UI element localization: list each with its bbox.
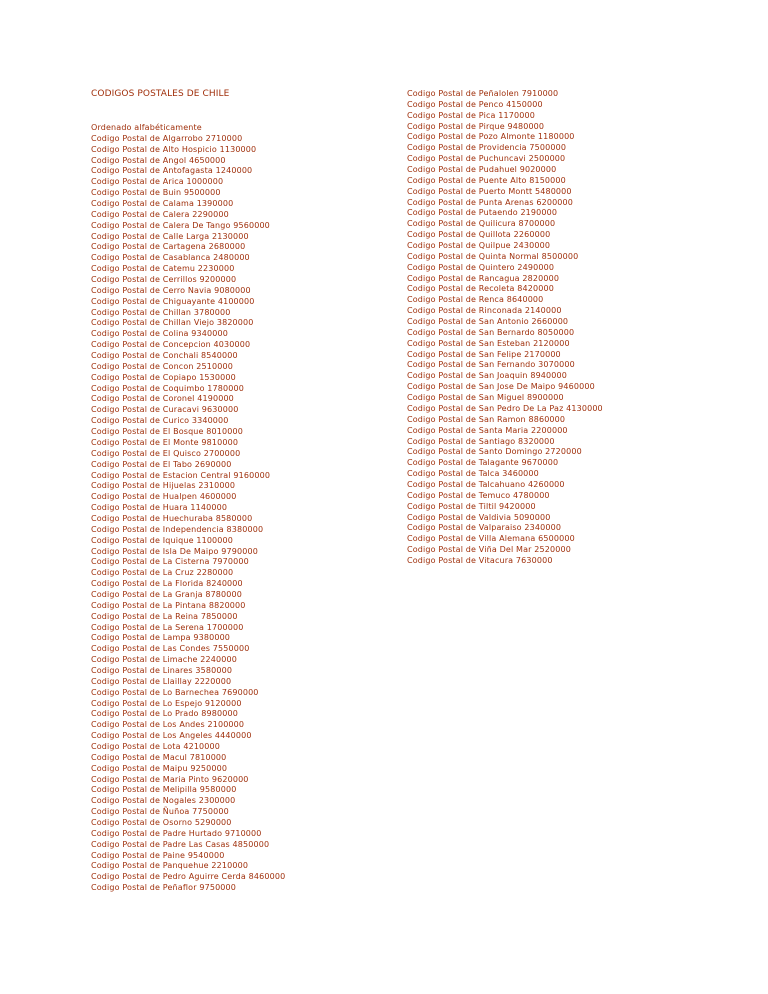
list-item: Codigo Postal de Calama 1390000 <box>91 199 234 209</box>
list-item: Codigo Postal de Villa Alemana 6500000 <box>407 534 575 544</box>
list-item: Codigo Postal de Linares 3580000 <box>91 665 233 675</box>
list-item: Codigo Postal de Osorno 5290000 <box>91 818 232 827</box>
list-item: Codigo Postal de Pudahuel 9020000 <box>407 165 557 175</box>
list-item: Codigo Postal de Maipu 9250000 <box>91 763 228 773</box>
list-item: Codigo Postal de Quillota 2260000 <box>407 230 551 240</box>
list-item: Codigo Postal de Las Condes 7550000 <box>91 644 250 654</box>
list-item: Codigo Postal de Talca 3460000 <box>407 469 539 479</box>
list-item: Codigo Postal de Valparaiso 2340000 <box>407 523 562 533</box>
list-item: Codigo Postal de San Jose De Maipo 9460000 <box>407 382 595 392</box>
list-item: Codigo Postal de Talcahuano 4260000 <box>407 479 565 489</box>
list-item: Codigo Postal de Viña Del Mar 2520000 <box>407 545 571 555</box>
list-item: Codigo Postal de Temuco 4780000 <box>407 490 550 500</box>
list-item: Codigo Postal de Catemu 2230000 <box>91 264 235 274</box>
postal-code-list-right <box>407 89 603 567</box>
list-item: Codigo Postal de Renca 8640000 <box>407 295 544 305</box>
list-item: Codigo Postal de Huechuraba 8580000 <box>91 513 253 523</box>
list-item: Codigo Postal de Tiltil 9420000 <box>407 501 536 511</box>
list-item: Codigo Postal de Algarrobo 2710000 <box>91 133 243 143</box>
list-item: Codigo Postal de Chillan Viejo 3820000 <box>91 318 254 328</box>
list-item: Codigo Postal de Vitacura 7630000 <box>407 555 553 565</box>
list-item: Codigo Postal de Llaillay 2220000 <box>91 676 232 686</box>
list-item: Codigo Postal de Copiapo 1530000 <box>91 372 236 382</box>
list-item: Codigo Postal de Melipilla 9580000 <box>91 785 237 795</box>
list-item: Codigo Postal de Cerro Navia 9080000 <box>91 285 251 295</box>
list-item: Codigo Postal de La Florida 8240000 <box>91 579 243 589</box>
list-item: Codigo Postal de Chiguayante 4100000 <box>91 296 255 306</box>
list-item: Codigo Postal de Curico 3340000 <box>91 416 229 426</box>
list-item: Codigo Postal de Conchali 8540000 <box>91 351 238 361</box>
list-item: Codigo Postal de Recoleta 8420000 <box>407 284 554 294</box>
list-item: Codigo Postal de Los Andes 2100000 <box>91 720 245 730</box>
list-item: Codigo Postal de Santa Maria 2200000 <box>407 425 568 435</box>
list-item: Codigo Postal de Ñuñoa 7750000 <box>91 807 229 817</box>
list-item: Codigo Postal de Santo Domingo 2720000 <box>407 447 582 457</box>
list-item: Codigo Postal de Peñaflor 9750000 <box>91 883 237 893</box>
list-item: Codigo Postal de Coquimbo 1780000 <box>91 383 244 393</box>
list-item: Codigo Postal de Lota 4210000 <box>91 741 221 751</box>
list-item: Codigo Postal de Alto Hospicio 1130000 <box>91 144 257 154</box>
list-item: Codigo Postal de Los Angeles 4440000 <box>91 731 252 741</box>
list-item: Codigo Postal de San Pedro De La Paz 4130000 <box>407 403 603 413</box>
list-item: Codigo Postal de San Joaquin 8940000 <box>407 371 568 381</box>
list-item: Codigo Postal de Nogales 2300000 <box>91 796 236 806</box>
list-item: Codigo Postal de Antofagasta 1240000 <box>91 166 253 176</box>
list-item: Codigo Postal de Maria Pinto 9620000 <box>91 774 249 784</box>
list-item: Codigo Postal de La Cruz 2280000 <box>91 568 234 578</box>
list-item: Codigo Postal de Isla De Maipo 9790000 <box>91 546 258 556</box>
list-item: Codigo Postal de Iquique 1100000 <box>91 535 234 545</box>
list-item: Codigo Postal de Chillan 3780000 <box>91 307 231 317</box>
list-item: Codigo Postal de Quintero 2490000 <box>407 262 555 272</box>
list-item: Codigo Postal de El Tabo 2690000 <box>91 459 232 469</box>
list-item: Codigo Postal de La Reina 7850000 <box>91 611 238 621</box>
list-item: Codigo Postal de Concon 2510000 <box>91 361 233 371</box>
list-item: Codigo Postal de Peñalolen 7910000 <box>407 89 559 98</box>
list-item: Codigo Postal de Padre Las Casas 4850000 <box>91 839 270 849</box>
list-item: Codigo Postal de Hijuelas 2310000 <box>91 481 236 491</box>
list-item: Codigo Postal de San Esteban 2120000 <box>407 338 570 348</box>
list-item: Codigo Postal de La Granja 8780000 <box>91 589 243 599</box>
list-item: Codigo Postal de Quilicura 8700000 <box>407 219 556 229</box>
list-item: Codigo Postal de El Monte 9810000 <box>91 437 239 447</box>
list-item: Codigo Postal de Pica 1170000 <box>407 110 535 120</box>
list-item: Codigo Postal de La Pintana 8820000 <box>91 600 246 610</box>
list-item: Codigo Postal de Putaendo 2190000 <box>407 208 558 218</box>
list-item: Codigo Postal de Pozo Almonte 1180000 <box>407 132 575 142</box>
page-title: CODIGOS POSTALES DE CHILE <box>91 89 230 99</box>
list-item: Codigo Postal de Cerrillos 9200000 <box>91 275 237 285</box>
list-subtitle: Ordenado alfabéticamente <box>91 123 202 132</box>
list-item: Codigo Postal de Colina 9340000 <box>91 329 228 339</box>
list-item: Codigo Postal de Santiago 8320000 <box>407 436 555 446</box>
list-item: Codigo Postal de Quilpue 2430000 <box>407 241 551 251</box>
list-item: Codigo Postal de Casablanca 2480000 <box>91 253 250 263</box>
list-item: Codigo Postal de Punta Arenas 6200000 <box>407 197 574 207</box>
list-item: Codigo Postal de Pedro Aguirre Cerda 8460000 <box>91 872 286 882</box>
list-item: Codigo Postal de La Cisterna 7970000 <box>91 557 249 567</box>
list-item: Codigo Postal de San Antonio 2660000 <box>407 317 569 327</box>
list-item: Codigo Postal de Quinta Normal 8500000 <box>407 251 579 261</box>
list-item: Codigo Postal de San Ramon 8860000 <box>407 414 566 424</box>
list-item: Codigo Postal de Arica 1000000 <box>91 177 224 187</box>
list-item: Codigo Postal de Huara 1140000 <box>91 503 228 513</box>
list-item: Codigo Postal de Hualpen 4600000 <box>91 492 237 502</box>
list-item: Codigo Postal de Limache 2240000 <box>91 655 237 665</box>
list-item: Codigo Postal de Providencia 7500000 <box>407 143 567 153</box>
list-item: Codigo Postal de Macul 7810000 <box>91 752 227 762</box>
list-item: Codigo Postal de Calera 2290000 <box>91 209 229 219</box>
postal-code-list-left <box>91 123 285 894</box>
list-item: Codigo Postal de Penco 4150000 <box>407 99 543 109</box>
list-item: Codigo Postal de Paine 9540000 <box>91 850 225 860</box>
list-item: Codigo Postal de Lo Prado 8980000 <box>91 709 238 719</box>
list-item: Codigo Postal de Concepcion 4030000 <box>91 340 251 350</box>
list-item: Codigo Postal de Lo Barnechea 7690000 <box>91 687 259 697</box>
list-item: Codigo Postal de El Bosque 8010000 <box>91 427 243 437</box>
list-item: Codigo Postal de El Quisco 2700000 <box>91 448 241 458</box>
list-item: Codigo Postal de Puchuncavi 2500000 <box>407 154 566 164</box>
list-item: Codigo Postal de Valdivia 5090000 <box>407 512 551 522</box>
list-item: Codigo Postal de Puerto Montt 5480000 <box>407 186 572 196</box>
list-item: Codigo Postal de Curacavi 9630000 <box>91 405 239 415</box>
list-item: Codigo Postal de San Bernardo 8050000 <box>407 327 575 337</box>
list-item: Codigo Postal de Calera De Tango 9560000 <box>91 220 270 230</box>
list-item: Codigo Postal de Rinconada 2140000 <box>407 306 562 316</box>
list-item: Codigo Postal de Lampa 9380000 <box>91 633 231 643</box>
list-item: Codigo Postal de San Miguel 8900000 <box>407 393 564 403</box>
list-item: Codigo Postal de Estacion Central 9160000 <box>91 470 271 480</box>
list-item: Codigo Postal de San Felipe 2170000 <box>407 349 561 359</box>
list-item: Codigo Postal de Independencia 8380000 <box>91 524 264 534</box>
list-item: Codigo Postal de Lo Espejo 9120000 <box>91 698 242 708</box>
list-item: Codigo Postal de San Fernando 3070000 <box>407 360 575 370</box>
list-item: Codigo Postal de Pirque 9480000 <box>407 121 545 131</box>
list-item: Codigo Postal de Padre Hurtado 9710000 <box>91 828 262 838</box>
list-item: Codigo Postal de Angol 4650000 <box>91 155 226 165</box>
list-item: Codigo Postal de La Serena 1700000 <box>91 622 244 632</box>
list-item: Codigo Postal de Calle Larga 2130000 <box>91 231 249 241</box>
list-item: Codigo Postal de Coronel 4190000 <box>91 394 234 404</box>
list-item: Codigo Postal de Buin 9500000 <box>91 188 221 198</box>
list-item: Codigo Postal de Panquehue 2210000 <box>91 861 249 871</box>
list-item: Codigo Postal de Puente Alto 8150000 <box>407 175 566 185</box>
list-item: Codigo Postal de Rancagua 2820000 <box>407 273 560 283</box>
list-item: Codigo Postal de Cartagena 2680000 <box>91 242 246 252</box>
list-item: Codigo Postal de Talagante 9670000 <box>407 458 559 468</box>
